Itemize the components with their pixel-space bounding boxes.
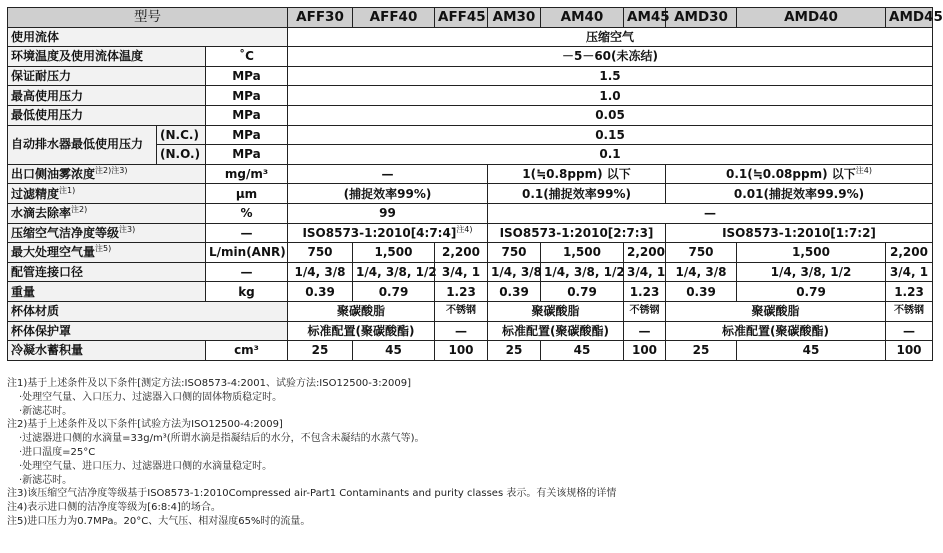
- footnote-3: 注3)该压缩空气洁净度等级基于ISO8573-1:2010Compressed air-Part1 Contaminants and purity classes 表示。有关该规格的详情: [7, 488, 617, 500]
- value-purity-aff: ISO8573-1:2010[4:7:4]$^{注4)}$: [288, 223, 488, 243]
- guard-aff45: —: [435, 321, 488, 341]
- footnote-2b: ·进口温度=25°C: [19, 446, 96, 458]
- material-amd: 聚碳酸脂: [666, 301, 886, 321]
- value-temp: －5－60(未冻结): [288, 47, 933, 67]
- footnote-2d: ·新滤芯时。: [19, 474, 73, 486]
- label-oil: 出口侧油雾浓度$^{注2)注3)}$: [8, 164, 206, 184]
- drainvol-cell: 45: [541, 341, 624, 361]
- label-drainvol: 冷凝水蓄积量: [8, 341, 206, 361]
- flow-cell: 1,500: [737, 243, 886, 263]
- footnote-2a: ·过滤器进口侧的水滴量=33g/m³(所谓水滴是指凝结后的水分，不包含未凝结的水蒸气等)。: [19, 433, 425, 445]
- port-cell: 1/4, 3/8, 1/2: [737, 262, 886, 282]
- flow-cell: 750: [666, 243, 737, 263]
- drainvol-cell: 25: [666, 341, 737, 361]
- label-drain-nc: (N.C.): [160, 127, 199, 142]
- port-cell: 3/4, 1: [435, 262, 488, 282]
- value-filtration-amd: 0.01(捕捉效率99.9%): [666, 184, 933, 204]
- guard-amd45: —: [886, 321, 933, 341]
- model-header: 型号: [8, 8, 288, 28]
- weight-cell: 0.79: [541, 282, 624, 302]
- port-cell: 1/4, 3/8: [288, 262, 353, 282]
- weight-cell: 1.23: [435, 282, 488, 302]
- material-amd45: 不锈钢: [886, 301, 933, 321]
- model-am40: AM40: [541, 8, 624, 28]
- label-temp: 环境温度及使用流体温度: [8, 47, 206, 67]
- guard-amd: 标准配置(聚碳酸酯): [666, 321, 886, 341]
- label-weight: 重量: [8, 282, 206, 302]
- drainvol-cell: 25: [288, 341, 353, 361]
- port-cell: 1/4, 3/8, 1/2: [353, 262, 435, 282]
- drainvol-cell: 100: [886, 341, 933, 361]
- label-filtration: 过滤精度$^{注1)}$: [8, 184, 206, 204]
- material-am45: 不锈钢: [624, 301, 666, 321]
- label-fluid: 使用流体: [8, 27, 288, 47]
- drainvol-cell: 100: [624, 341, 666, 361]
- model-amd30: AMD30: [666, 8, 737, 28]
- header-row: [8, 8, 933, 28]
- label-maxp: 最高使用压力: [8, 86, 206, 106]
- flow-cell: 2,200: [435, 243, 488, 263]
- unit-water: %: [206, 203, 288, 223]
- row-drainvol: [8, 341, 933, 361]
- label-port: 配管连接口径: [8, 262, 206, 282]
- label-minp: 最低使用压力: [8, 105, 206, 125]
- unit-drain-no: MPa: [206, 145, 288, 165]
- row-drain-nc: [8, 125, 933, 145]
- unit-drain-nc: MPa: [206, 125, 288, 145]
- material-aff45: 不锈钢: [435, 301, 488, 321]
- row-guard: [8, 321, 933, 341]
- flow-cell: 750: [288, 243, 353, 263]
- row-port: [8, 262, 933, 282]
- value-oil-am: 1(≒0.8ppm) 以下: [488, 164, 666, 184]
- value-drain-no: 0.1: [288, 145, 933, 165]
- port-cell: 1/4, 3/8: [488, 262, 541, 282]
- value-water-aff: 99: [288, 203, 488, 223]
- model-am30: AM30: [488, 8, 541, 28]
- footnote-1: 注1)基于上述条件及以下条件[测定方法:ISO8573-4:2001、试验方法:ISO12500-3:2009]: [7, 378, 411, 389]
- footnote-1b: ·新滤芯时。: [19, 405, 73, 417]
- unit-drainvol: cm³: [206, 341, 288, 361]
- port-cell: 1/4, 3/8: [666, 262, 737, 282]
- flow-cell: 2,200: [886, 243, 933, 263]
- value-water-rest: —: [488, 203, 933, 223]
- port-cell: 3/4, 1: [886, 262, 933, 282]
- row-oil: [8, 164, 933, 184]
- unit-minp: MPa: [206, 105, 288, 125]
- unit-weight: kg: [206, 282, 288, 302]
- unit-temp: ˚C: [206, 47, 288, 67]
- weight-cell: 0.39: [488, 282, 541, 302]
- footnote-2: 注2)基于上述条件及以下条件[试验方法为ISO12500-4:2009]: [7, 419, 283, 431]
- label-drain: [8, 125, 206, 164]
- unit-purity: —: [206, 223, 288, 243]
- spec-table: [7, 7, 943, 361]
- drainvol-cell: 25: [488, 341, 541, 361]
- row-purity: [8, 223, 933, 243]
- unit-oil: mg/m³: [206, 164, 288, 184]
- guard-am45: —: [624, 321, 666, 341]
- value-oil-amd: 0.1(≒0.08ppm) 以下$^{注4)}$: [666, 164, 933, 184]
- value-maxp: 1.0: [288, 86, 933, 106]
- value-drain-nc: 0.15: [288, 125, 933, 145]
- label-proof: 保证耐压力: [8, 66, 206, 86]
- label-drain-text: 自动排水器最低使用压力: [11, 136, 144, 151]
- footnote-4: 注4)表示进口侧的洁净度等级为[6:8:4]的场合。: [7, 502, 221, 514]
- port-cell: 1/4, 3/8, 1/2: [541, 262, 624, 282]
- weight-cell: 0.39: [288, 282, 353, 302]
- weight-cell: 0.39: [666, 282, 737, 302]
- value-minp: 0.05: [288, 105, 933, 125]
- row-filtration: [8, 184, 933, 204]
- label-water: 水滴去除率$^{注2)}$: [8, 203, 206, 223]
- row-water: [8, 203, 933, 223]
- row-fluid: [8, 27, 933, 47]
- model-aff45: AFF45: [435, 8, 488, 28]
- row-maxp: [8, 86, 933, 106]
- weight-cell: 1.23: [886, 282, 933, 302]
- label-purity: 压缩空气洁净度等级$^{注3)}$: [8, 223, 206, 243]
- weight-cell: 0.79: [353, 282, 435, 302]
- value-purity-am: ISO8573-1:2010[2:7:3]: [488, 223, 666, 243]
- footnotes: [7, 377, 932, 529]
- weight-cell: 0.79: [737, 282, 886, 302]
- row-temp: [8, 47, 933, 67]
- value-purity-amd: ISO8573-1:2010[1:7:2]: [666, 223, 933, 243]
- unit-maxp: MPa: [206, 86, 288, 106]
- row-material: [8, 301, 933, 321]
- value-filtration-aff: (捕捉效率99%): [288, 184, 488, 204]
- unit-proof: MPa: [206, 66, 288, 86]
- value-filtration-am: 0.1(捕捉效率99%): [488, 184, 666, 204]
- label-flow: 最大处理空气量$^{注5)}$: [8, 243, 206, 263]
- footnote-2c: ·处理空气量、进口压力、过滤器进口侧的水滴量稳定时。: [19, 460, 273, 472]
- weight-cell: 1.23: [624, 282, 666, 302]
- unit-port: —: [206, 262, 288, 282]
- unit-filtration: μm: [206, 184, 288, 204]
- guard-am: 标准配置(聚碳酸酯): [488, 321, 624, 341]
- label-material: 杯体材质: [8, 301, 288, 321]
- model-amd45: AMD45: [886, 8, 933, 28]
- drainvol-cell: 45: [737, 341, 886, 361]
- flow-cell: 750: [488, 243, 541, 263]
- flow-cell: 2,200: [624, 243, 666, 263]
- value-fluid: 压缩空气: [288, 27, 933, 47]
- row-flow: [8, 243, 933, 263]
- row-minp: [8, 105, 933, 125]
- value-oil-aff: —: [288, 164, 488, 184]
- value-proof: 1.5: [288, 66, 933, 86]
- port-cell: 3/4, 1: [624, 262, 666, 282]
- unit-flow: L/min(ANR): [206, 243, 288, 263]
- drainvol-cell: 100: [435, 341, 488, 361]
- label-drain-no: (N.O.): [160, 146, 201, 161]
- row-weight: [8, 282, 933, 302]
- flow-cell: 1,500: [353, 243, 435, 263]
- model-amd40: AMD40: [737, 8, 886, 28]
- guard-aff: 标准配置(聚碳酸酯): [288, 321, 435, 341]
- label-guard: 杯体保护罩: [8, 321, 288, 341]
- row-proof: [8, 66, 933, 86]
- flow-cell: 1,500: [541, 243, 624, 263]
- model-aff30: AFF30: [288, 8, 353, 28]
- footnote-5: 注5)进口压力为0.7MPa。20°C、大气压、相对湿度65%时的流量。: [7, 515, 311, 527]
- material-aff: 聚碳酸脂: [288, 301, 435, 321]
- material-am: 聚碳酸脂: [488, 301, 624, 321]
- drainvol-cell: 45: [353, 341, 435, 361]
- footnote-1a: ·处理空气量、入口压力、过滤器入口侧的固体物质稳定时。: [19, 391, 283, 403]
- model-am45: AM45: [624, 8, 666, 28]
- model-aff40: AFF40: [353, 8, 435, 28]
